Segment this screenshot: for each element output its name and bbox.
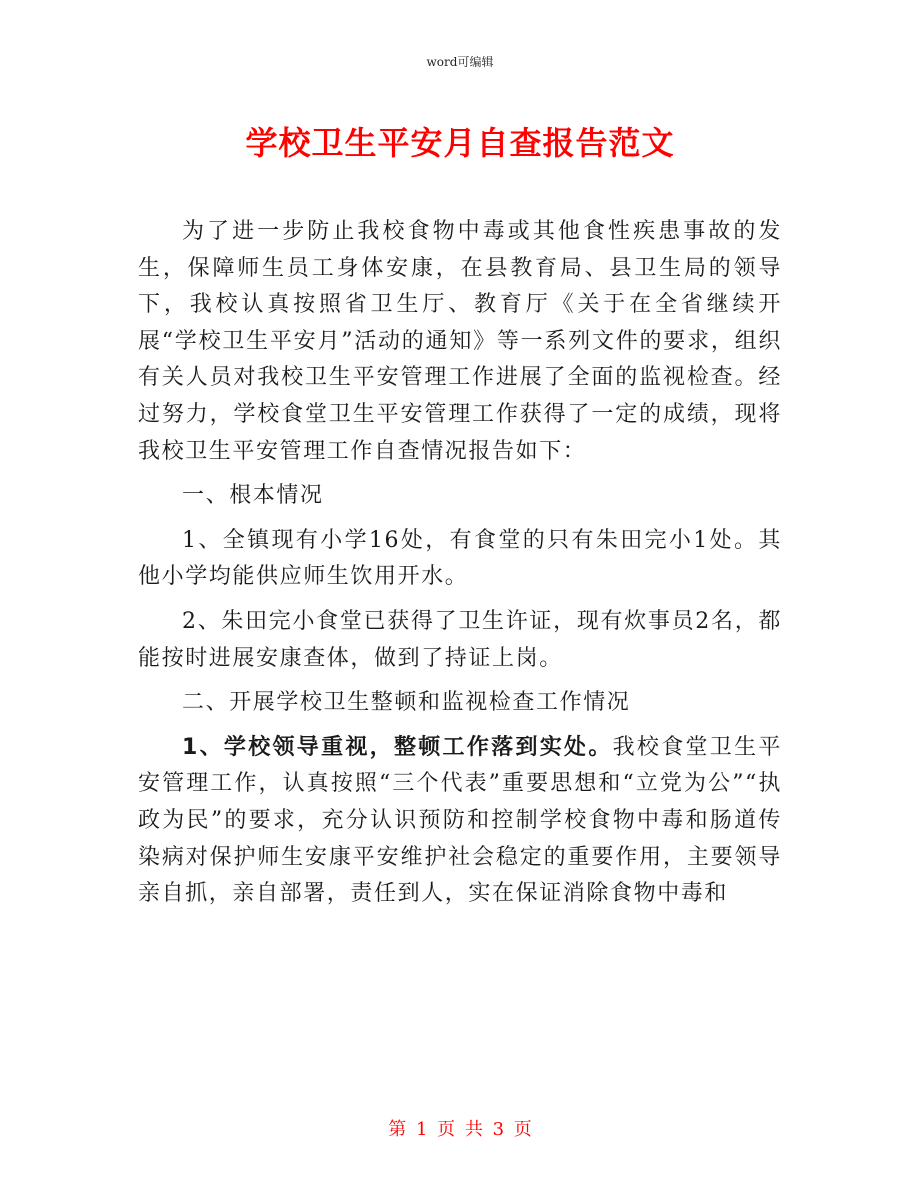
basic-item-1: 1、全镇现有小学16处，有食堂的只有朱田完小1处。其他小学均能供应师生饮用开水。 <box>138 527 782 590</box>
basic-item-2: 2、朱田完小食堂已获得了卫生许证，现有炊事员2名，都能按时进展安康查体，做到了持证上岗。 <box>138 608 782 671</box>
document-title: 学校卫生平安月自查报告范文 <box>245 124 675 162</box>
inspection-item-1-body: 我校食堂卫生平安管理工作，认真按照“三个代表”重要思想和“立党为公”“执政为民”的要求，充分认识预防和控制学校食物中毒和肠道传染病对保护师生安康平安维护社会稳定的重要作用，主要领导亲自抓，亲自部署，责任到人，实在保证消除食物中毒和 <box>138 734 782 907</box>
header-note: word可编辑 <box>426 55 494 69</box>
inspection-item-1-lead: 1、学校领导重视，整顿工作落到实处。 <box>182 734 613 760</box>
section-heading-basic: 一、根本情况 <box>182 483 324 509</box>
section-heading-inspection: 二、开展学校卫生整顿和监视检查工作情况 <box>182 690 631 716</box>
intro-paragraph: 为了进一步防止我校食物中毒或其他食性疾患事故的发生，保障师生员工身体安康，在县教育局、县卫生局的领导下，我校认真按照省卫生厅、教育厅《关于在全省继续开展“学校卫生平安月”活动的通知》等一系列文件的要求，组织有关人员对我校卫生平安管理工作进展了全面的监视检查。经过努力，学校食堂卫生平安管理工作获得了一定的成绩，现将我校卫生平安管理工作自查情况报告如下： <box>138 219 782 464</box>
page-footer: 第 1 页 共 3 页 <box>388 1119 532 1140</box>
document-body <box>138 214 782 913</box>
inspection-item-1 <box>138 730 782 913</box>
